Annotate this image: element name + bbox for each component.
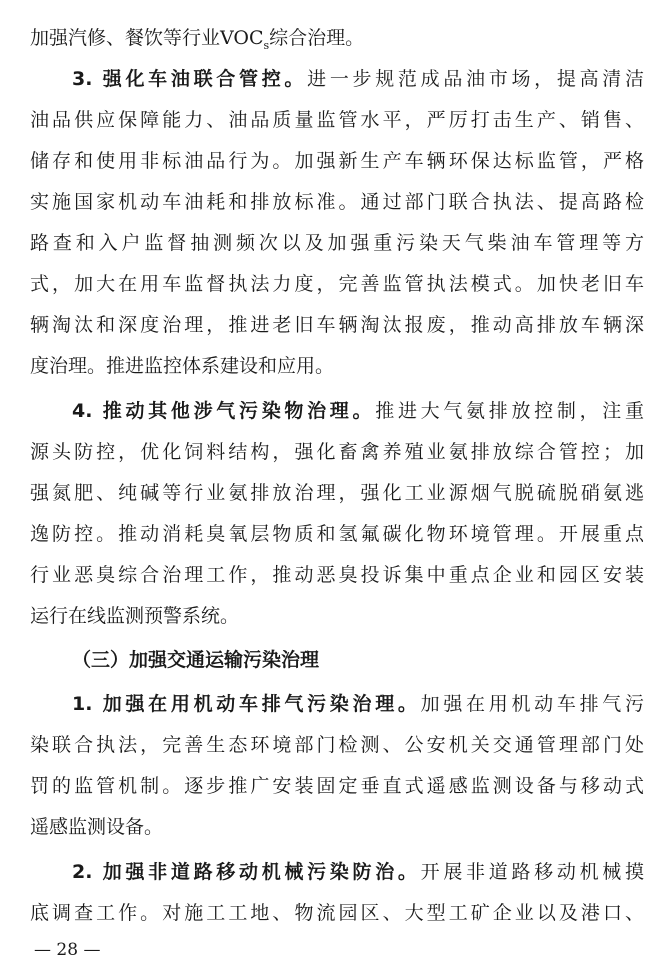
line-text: 开展非道路移动机械摸 (420, 861, 644, 883)
item-2-heading-line (72, 852, 644, 892)
line-text: 加强在用机动车排气污 (420, 693, 644, 715)
line-text: 源头防控，优化饲料结构，强化畜禽养殖业氨排放综合管控；加 (30, 441, 644, 463)
text-line-18 (30, 725, 644, 765)
section-heading: （三）加强交通运输污染治理 (72, 649, 320, 671)
line-text: 实施国家机动车油耗和排放标准。通过部门联合执法、提高路检 (30, 191, 644, 213)
line-text: 染联合执法，完善生态环境部门检测、公安机关交通管理部门处 (30, 734, 644, 756)
line-text: 度治理。推进监控体系建设和应用。 (30, 355, 335, 377)
text-line-13 (30, 514, 644, 554)
text-line-14 (30, 555, 644, 595)
section-heading: 3. 强化车油联合管控。 (72, 68, 308, 90)
section-3-heading-line (72, 59, 644, 99)
line-text: 行业恶臭综合治理工作，推动恶臭投诉集中重点企业和园区安装 (30, 564, 644, 586)
line-text: 路查和入户监督抽测频次以及加强重污染天气柴油车管理等方 (30, 232, 644, 254)
line-text: 加强汽修、餐饮等行业VOC (30, 27, 264, 49)
text-line-3 (30, 100, 644, 140)
line-text-after: 综合治理。 (269, 27, 365, 49)
text-line-22 (30, 893, 644, 933)
line-text: 储存和使用非标油品行为。加强新生产车辆环保达标监管，严格 (30, 150, 644, 172)
text-line-12 (30, 473, 644, 513)
line-text: 油品供应保障能力、油品质量监管水平，严厉打击生产、销售、 (30, 109, 644, 131)
subscript: s (263, 38, 270, 52)
text-line-19 (30, 766, 644, 806)
text-line-4 (30, 141, 644, 181)
item-1-heading-line (72, 684, 644, 724)
section-4-heading-line (72, 391, 644, 431)
line-text: 推进大气氨排放控制，注重 (375, 400, 644, 422)
subsection-heading (72, 640, 644, 680)
line-text: 进一步规范成品油市场，提高清洁 (307, 68, 644, 90)
text-line-11 (30, 432, 644, 472)
line-text: 遥感监测设备。 (30, 816, 164, 838)
text-line-9 (30, 346, 644, 386)
line-text: 运行在线监测预警系统。 (30, 605, 240, 627)
text-line-6 (30, 223, 644, 263)
section-heading: 2. 加强非道路移动机械污染防治。 (72, 861, 421, 883)
line-text: 底调查工作。对施工工地、物流园区、大型工矿企业以及港口、 (30, 902, 644, 924)
line-text: 辆淘汰和深度治理，推进老旧车辆淘汰报废，推动高排放车辆深 (30, 314, 644, 336)
text-line-7 (30, 264, 644, 304)
section-heading: 1. 加强在用机动车排气污染治理。 (72, 693, 421, 715)
text-line-8 (30, 305, 644, 345)
text-line-1 (30, 18, 644, 58)
text-line-5 (30, 182, 644, 222)
text-line-20 (30, 807, 644, 847)
text-line-15 (30, 596, 644, 636)
line-text: 式，加大在用车监督执法力度，完善监管执法模式。加快老旧车 (30, 273, 644, 295)
line-text: 强氮肥、纯碱等行业氨排放治理，强化工业源烟气脱硫脱硝氨逃 (30, 482, 644, 504)
line-text: 罚的监管机制。逐步推广安装固定垂直式遥感监测设备与移动式 (30, 775, 644, 797)
page-number: — 28 — (34, 940, 101, 960)
line-text: 逸防控。推动消耗臭氧层物质和氢氟碳化物环境管理。开展重点 (30, 523, 644, 545)
section-heading: 4. 推动其他涉气污染物治理。 (72, 400, 376, 422)
